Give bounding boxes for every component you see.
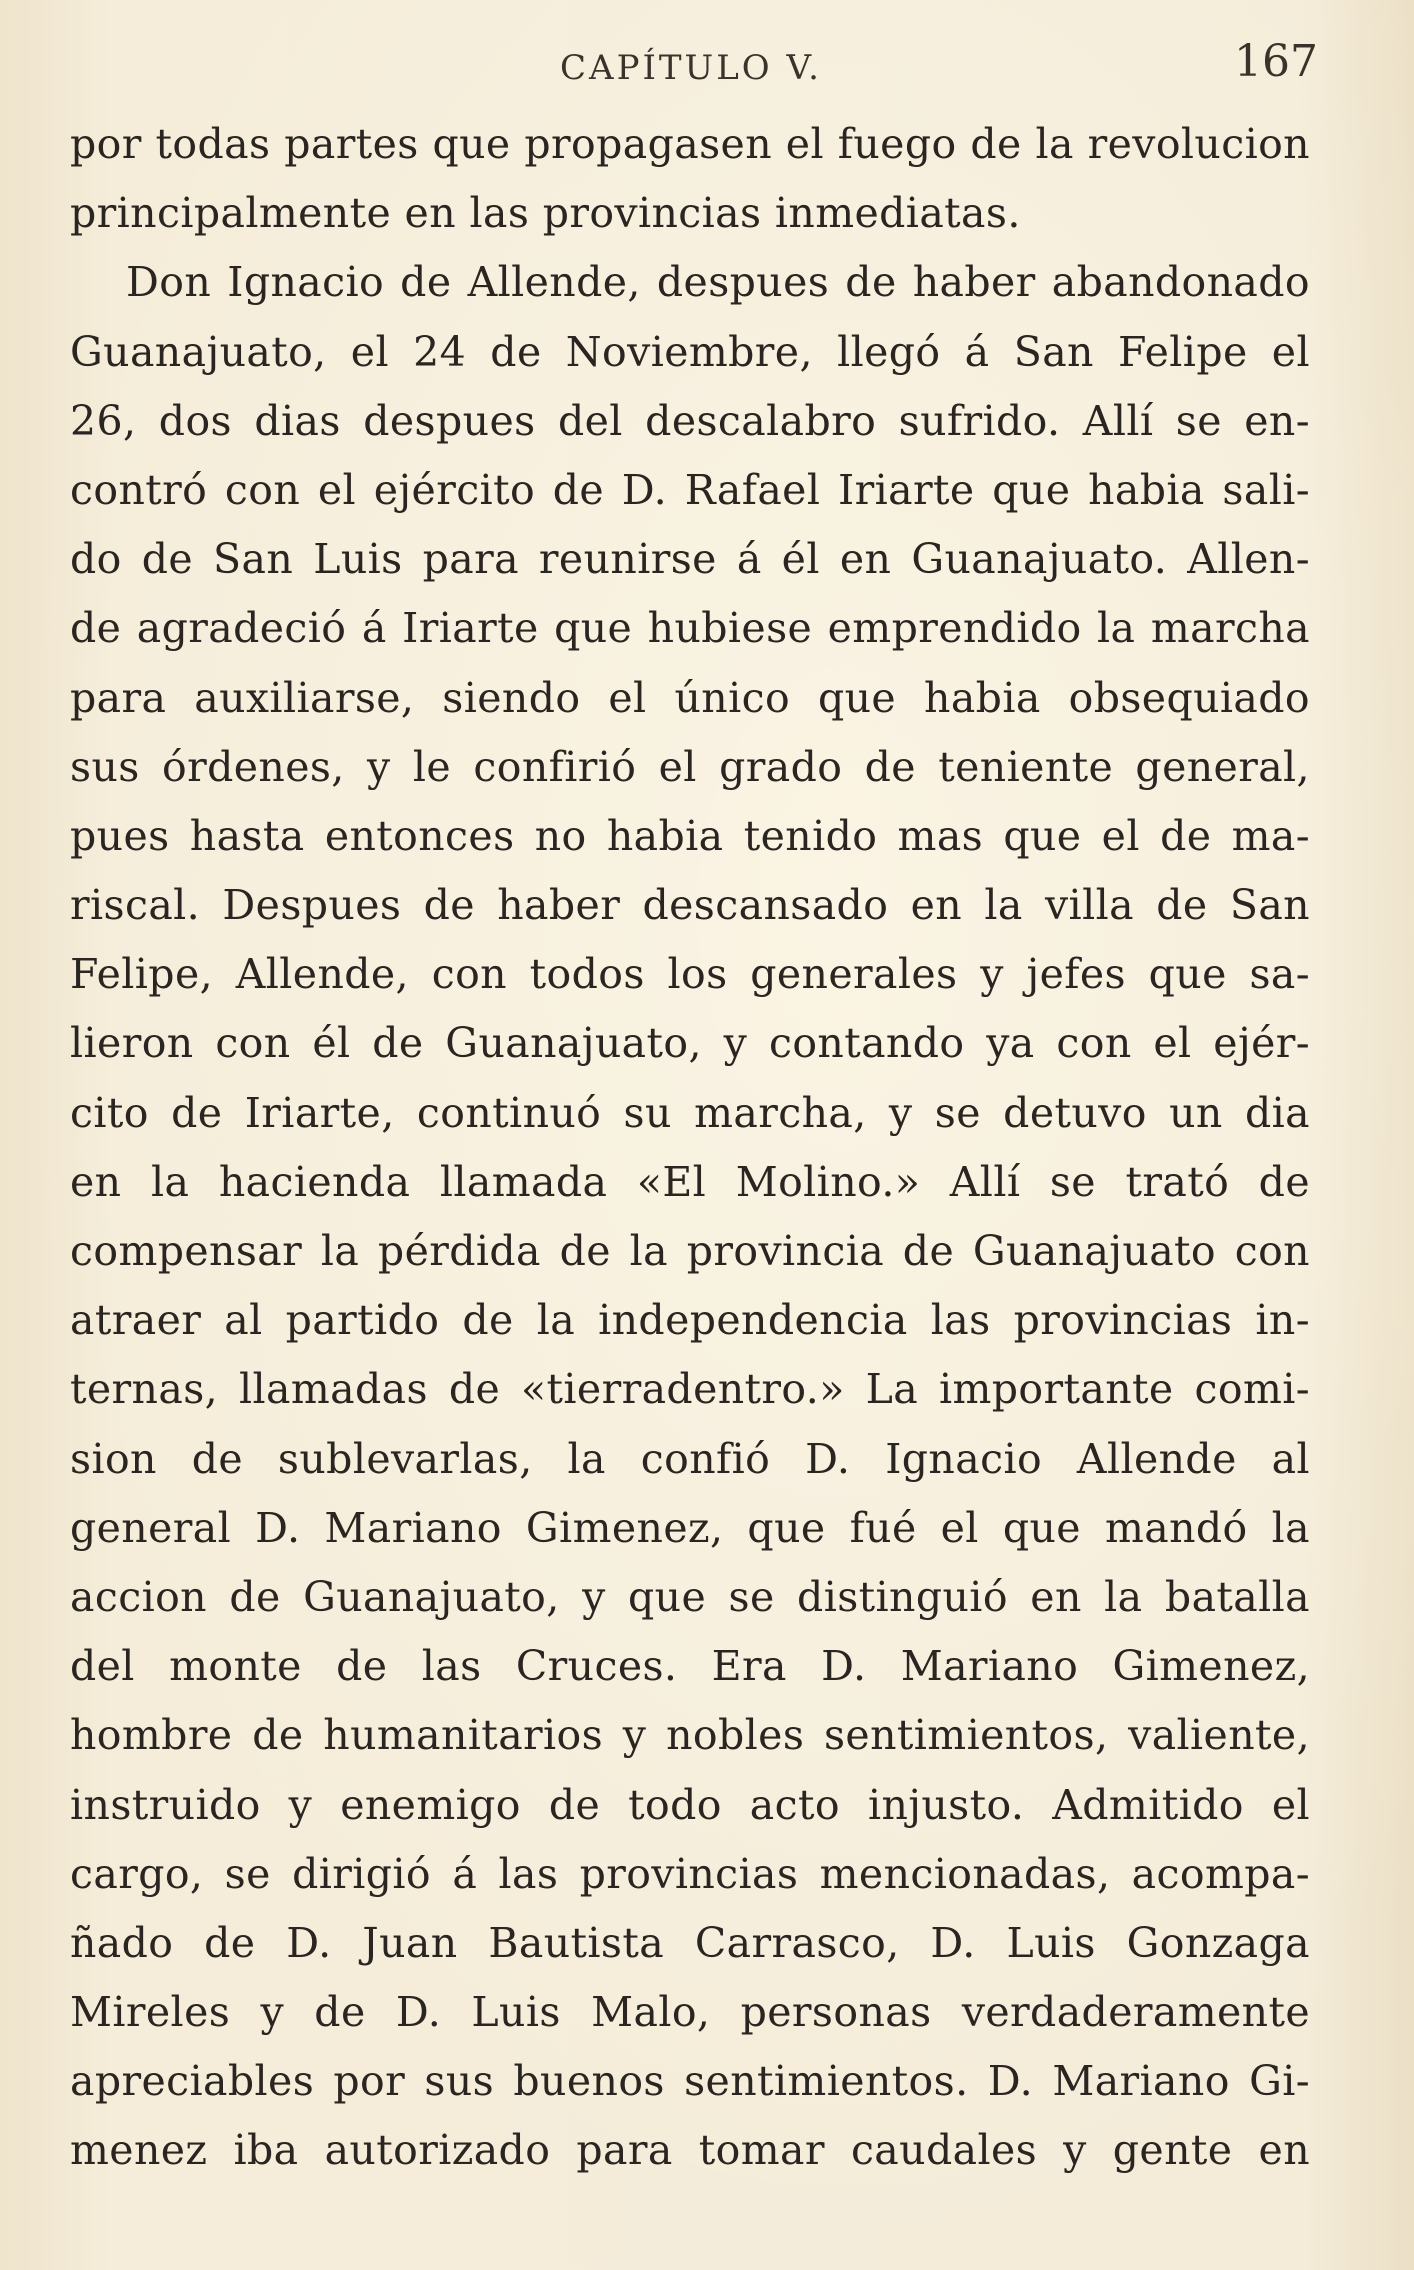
text-line: menez iba autorizado para tomar caudales y gente en: [70, 2126, 1310, 2175]
text-line: en la hacienda llamada «El Molino.» Allí se trató de: [70, 1157, 1310, 1206]
text-line: del monte de las Cruces. Era D. Mariano Gimenez,: [70, 1642, 1310, 1691]
text-line: principalmente en las provincias inmediatas.: [70, 189, 1021, 238]
text-line: sus órdenes, y le confirió el grado de teniente general,: [70, 742, 1310, 791]
text-line: cargo, se dirigió á las provincias mencionadas, acompa-: [70, 1849, 1310, 1898]
text-line: Mireles y de D. Luis Malo, personas verdaderamente: [70, 1988, 1310, 2037]
text-line: ñado de D. Juan Bautista Carrasco, D. Luis Gonzaga: [70, 1918, 1310, 1967]
text-line: por todas partes que propagasen el fuego de la revolucion: [70, 120, 1310, 168]
body-text: [70, 110, 1310, 2186]
text-line: Guanajuato, el 24 de Noviembre, llegó á San Felipe el: [70, 327, 1310, 376]
text-line: accion de Guanajuato, y que se distinguió en la batalla: [70, 1572, 1310, 1621]
text-line: 26, dos dias despues del descalabro sufrido. Allí se en-: [70, 396, 1310, 445]
text-line: lieron con él de Guanajuato, y contando ya con el ejér-: [70, 1019, 1310, 1068]
running-head: CAPÍTULO V.: [560, 48, 822, 88]
text-line: do de San Luis para reunirse á él en Guanajuato. Allen-: [70, 535, 1310, 584]
text-line: general D. Mariano Gimenez, que fué el que mandó la: [70, 1503, 1310, 1552]
text-line: compensar la pérdida de la provincia de Guanajuato con: [70, 1227, 1310, 1275]
text-line: ternas, llamadas de «tierradentro.» La importante comi-: [70, 1365, 1310, 1414]
text-line: contró con el ejército de D. Rafael Iriarte que habia sali-: [70, 465, 1310, 514]
text-line: atraer al partido de la independencia las provincias in-: [70, 1296, 1310, 1345]
text-line: apreciables por sus buenos sentimientos. D. Mariano Gi-: [70, 2057, 1310, 2106]
text-line: Felipe, Allende, con todos los generales y jefes que sa-: [70, 950, 1310, 999]
text-line: hombre de humanitarios y nobles sentimientos, valiente,: [70, 1711, 1310, 1760]
page-number: 167: [1234, 36, 1318, 87]
text-line: de agradeció á Iriarte que hubiese emprendido la marcha: [70, 604, 1310, 653]
text-line: sion de sublevarlas, la confió D. Ignacio Allende al: [70, 1434, 1310, 1483]
text-line: para auxiliarse, siendo el único que habia obsequiado: [70, 673, 1310, 722]
text-line: instruido y enemigo de todo acto injusto. Admitido el: [70, 1780, 1310, 1829]
text-line: riscal. Despues de haber descansado en la villa de San: [70, 881, 1310, 930]
text-line: Don Ignacio de Allende, despues de haber abandonado: [126, 258, 1310, 307]
text-line: cito de Iriarte, continuó su marcha, y se detuvo un dia: [70, 1088, 1310, 1137]
text-line: pues hasta entonces no habia tenido mas que el de ma-: [70, 811, 1310, 860]
